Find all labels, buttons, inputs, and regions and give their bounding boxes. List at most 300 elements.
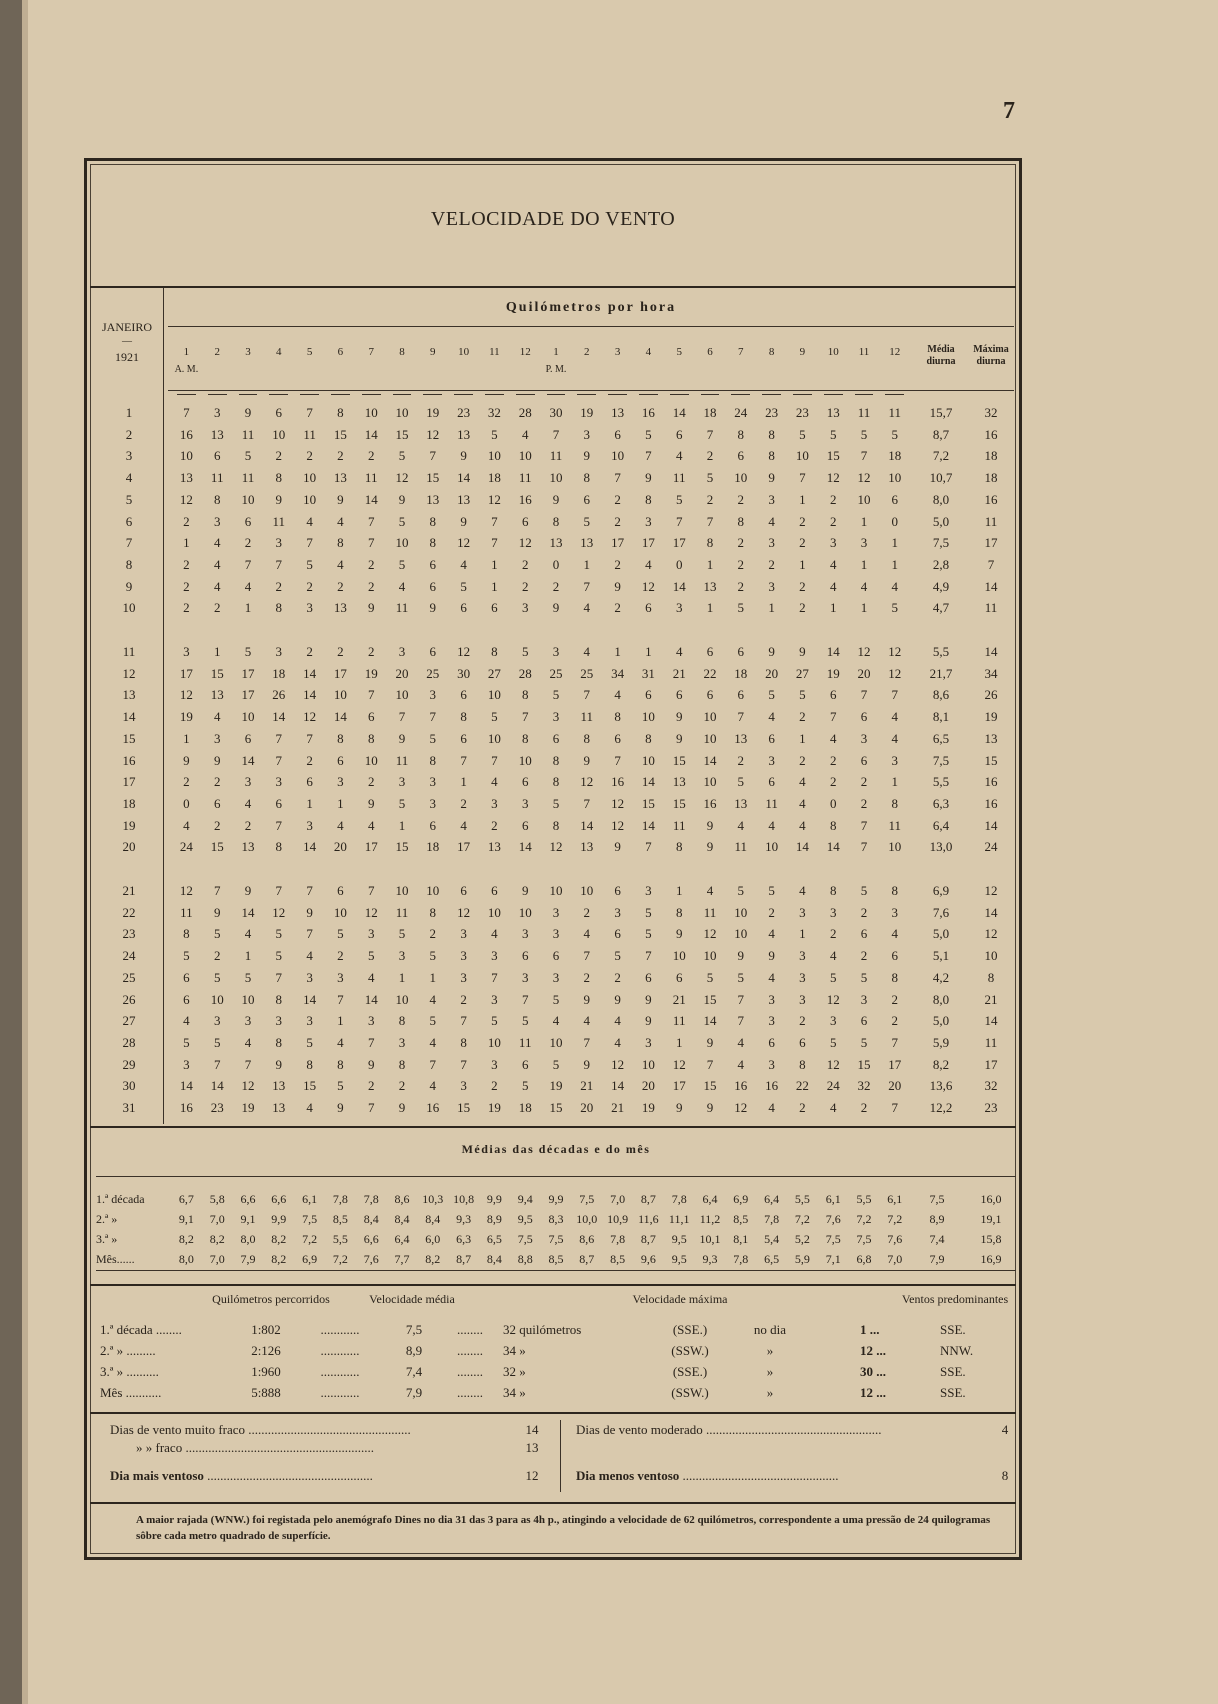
hour-value: 7 — [521, 991, 529, 1007]
hour-value: 1 — [860, 513, 868, 529]
decade-hour-value: 9,3 — [456, 1212, 472, 1226]
decade-hour-value: 7,2 — [887, 1212, 903, 1226]
hour-header-15: 3 — [614, 346, 621, 358]
hour-value: 19 — [826, 665, 840, 681]
hour-value: 9 — [583, 1056, 591, 1072]
hour-value: 4 — [183, 817, 190, 833]
hour-value: 9 — [367, 795, 375, 811]
hour-value: 15 — [395, 426, 409, 442]
daily-max: 16 — [984, 774, 998, 790]
hour-header-tick — [670, 394, 689, 395]
hour-value: 14 — [179, 1078, 193, 1094]
hour-value: 17 — [611, 535, 625, 551]
decade-hour-value: 8,7 — [456, 1252, 472, 1266]
hour-value: 3 — [521, 969, 529, 985]
hour-value: 7 — [367, 883, 375, 898]
day-label: 11 — [122, 644, 136, 659]
daily-mean: 8,6 — [932, 687, 950, 703]
hour-value: 9 — [429, 600, 437, 616]
hour-value: 4 — [614, 1034, 621, 1050]
day-label: 3 — [125, 448, 133, 464]
summary-header-km: Quilómetros percorridos — [212, 1292, 330, 1306]
hour-value: 3 — [244, 774, 252, 790]
hour-value: 2 — [583, 904, 591, 920]
summary-avg: 7,9 — [405, 1385, 423, 1400]
hour-value: 2 — [860, 795, 868, 811]
hour-value: 4 — [306, 513, 313, 529]
hour-value: 3 — [275, 644, 283, 659]
decade-label: Mês...... — [96, 1252, 135, 1266]
decade-hour-value: 7,8 — [332, 1192, 348, 1206]
hour-value: 14 — [672, 578, 686, 594]
daily-mean: 5,5 — [932, 774, 950, 790]
hour-value: 3 — [860, 535, 868, 551]
hour-value: 1 — [799, 730, 806, 746]
hour-value: 2 — [521, 578, 529, 594]
decade-hour-value: 8,2 — [271, 1232, 287, 1246]
hour-value: 5 — [737, 883, 745, 898]
hour-value: 7 — [737, 991, 745, 1007]
day-label: 29 — [122, 1056, 136, 1072]
hour-value: 3 — [521, 600, 529, 616]
hour-value: 19 — [580, 405, 594, 420]
hour-value: 16 — [179, 426, 193, 442]
decade-hour-value: 5,4 — [764, 1232, 780, 1246]
decade-hour-value: 11,1 — [668, 1212, 690, 1226]
hour-value: 7 — [429, 448, 437, 464]
summary-dots: ............ — [320, 1343, 360, 1358]
decade-mean: 8,9 — [929, 1212, 945, 1226]
averages-header-line — [96, 1176, 1016, 1177]
summary-row-label: 2.ª » ......... — [100, 1343, 156, 1358]
hour-value: 5 — [860, 969, 868, 985]
hour-value: 6 — [860, 926, 868, 942]
hour-value: 15 — [672, 795, 686, 811]
hour-value: 7 — [367, 513, 375, 529]
hour-value: 13 — [734, 730, 748, 746]
hour-value: 9 — [675, 709, 683, 725]
decade-hour-value: 8,0 — [178, 1252, 194, 1266]
summary-direction: (SSW.) — [671, 1385, 709, 1400]
hour-value: 10 — [734, 470, 748, 486]
hour-value: 4 — [768, 709, 775, 725]
hour-header-23: 11 — [858, 346, 870, 358]
hour-value: 6 — [737, 448, 745, 464]
hour-value: 9 — [398, 730, 406, 746]
hour-value: 7 — [275, 883, 283, 898]
hour-value: 6 — [491, 600, 498, 616]
day-label: 20 — [122, 839, 136, 855]
hour-header-tick — [485, 394, 504, 395]
hour-value: 10 — [333, 687, 347, 703]
decade-hour-value: 8,2 — [271, 1252, 287, 1266]
hour-value: 7 — [891, 1034, 899, 1050]
stat-moderado-value: 4 — [1001, 1422, 1009, 1437]
hour-value: 5 — [275, 926, 283, 942]
hour-value: 9 — [583, 752, 591, 768]
hour-value: 8 — [275, 470, 283, 486]
book-spine-edge — [22, 0, 28, 1704]
hour-value: 9 — [675, 926, 683, 942]
hour-value: 1 — [429, 969, 437, 985]
page-title: VELOCIDADE DO VENTO — [430, 208, 676, 230]
hour-value: 13 — [549, 535, 563, 551]
hour-value: 2 — [183, 774, 190, 790]
hour-value: 15 — [303, 1078, 317, 1094]
maxima-header: Máxima diurna — [973, 344, 1009, 367]
hour-value: 14 — [703, 1013, 717, 1029]
decade-hour-value: 8,7 — [640, 1232, 656, 1246]
hour-value: 10 — [518, 904, 532, 920]
day-label: 4 — [125, 470, 133, 486]
decade-hour-value: 8,7 — [579, 1252, 595, 1266]
hour-value: 7 — [860, 448, 868, 464]
hour-value: 9 — [645, 1013, 652, 1029]
hour-value: 19 — [364, 665, 378, 681]
decade-hour-value: 10,8 — [453, 1192, 475, 1206]
hour-value: 4 — [521, 426, 529, 442]
hour-value: 2 — [306, 578, 313, 594]
hour-value: 6 — [429, 578, 437, 594]
hour-value: 8 — [460, 1034, 467, 1050]
stat-fraco-label: » » fraco .......................................................... — [136, 1440, 374, 1455]
hour-value: 9 — [675, 1100, 683, 1115]
hour-value: 9 — [768, 948, 775, 964]
hour-header-21: 9 — [799, 346, 806, 358]
hour-value: 13 — [611, 405, 625, 420]
hour-value: 6 — [429, 556, 437, 572]
hour-value: 19 — [487, 1100, 501, 1115]
hour-value: 1 — [213, 644, 221, 659]
hour-value: 10 — [734, 904, 748, 920]
hour-value: 5 — [306, 556, 313, 572]
hour-value: 6 — [460, 600, 467, 616]
hour-value: 14 — [272, 709, 286, 725]
hour-value: 12 — [611, 795, 625, 811]
hour-value: 9 — [244, 883, 252, 898]
hour-value: 9 — [675, 730, 683, 746]
hour-value: 7 — [583, 578, 591, 594]
hour-value: 2 — [367, 1078, 375, 1094]
hour-value: 11 — [518, 1034, 532, 1050]
hour-value: 1 — [183, 730, 190, 746]
hour-value: 9 — [275, 491, 283, 507]
hour-value: 1 — [860, 556, 868, 572]
hour-value: 4 — [244, 926, 252, 942]
summary-day: 1 ... — [860, 1322, 880, 1337]
daily-mean: 6,4 — [932, 817, 950, 833]
hour-value: 1 — [675, 883, 683, 898]
hour-value: 3 — [829, 1013, 837, 1029]
hour-value: 10 — [333, 904, 347, 920]
hour-value: 12 — [826, 470, 840, 486]
hour-value: 2 — [213, 774, 221, 790]
hour-header-12: 12 — [519, 346, 531, 358]
hour-value: 3 — [860, 730, 868, 746]
hour-value: 9 — [367, 600, 375, 616]
hour-value: 7 — [891, 687, 899, 703]
daily-max: 19 — [984, 709, 998, 725]
hour-value: 2 — [799, 1100, 806, 1115]
hour-value: 21 — [611, 1100, 625, 1115]
hour-value: 11 — [672, 1013, 686, 1029]
daily-max: 15 — [984, 752, 998, 768]
hour-value: 9 — [460, 513, 467, 529]
hour-value: 7 — [645, 839, 652, 855]
hour-value: 7 — [583, 1034, 591, 1050]
summary-dots: ........ — [457, 1385, 483, 1400]
hour-value: 9 — [614, 578, 621, 594]
hour-value: 0 — [829, 795, 837, 811]
hour-value: 1 — [645, 644, 652, 659]
hour-value: 8 — [337, 730, 344, 746]
hour-header-5: 5 — [306, 346, 313, 358]
hour-value: 10 — [549, 883, 563, 898]
hour-value: 17 — [241, 665, 255, 681]
hour-value: 8 — [829, 817, 837, 833]
hour-value: 4 — [768, 513, 775, 529]
hour-value: 6 — [429, 644, 437, 659]
hour-value: 8 — [583, 730, 591, 746]
hour-value: 3 — [552, 926, 560, 942]
hour-value: 5 — [213, 1034, 221, 1050]
stat-muito-fraco-text: Dias de vento muito fraco — [110, 1422, 246, 1437]
hour-value: 0 — [675, 556, 683, 572]
hour-header-tick — [547, 394, 566, 395]
hour-value: 4 — [460, 556, 467, 572]
decade-hour-value: 7,6 — [887, 1232, 903, 1246]
hour-value: 2 — [860, 1100, 868, 1115]
hour-value: 10 — [857, 491, 871, 507]
summary-dots: ............ — [320, 1364, 360, 1379]
stat-menos-ventoso-text: Dia menos ventoso — [576, 1468, 680, 1483]
hour-value: 10 — [580, 883, 594, 898]
hour-value: 20 — [765, 665, 779, 681]
daily-mean: 6,5 — [932, 730, 950, 746]
decade-hour-value: 8,2 — [178, 1232, 194, 1246]
hour-value: 8 — [337, 535, 344, 551]
hour-value: 9 — [706, 1100, 714, 1115]
hour-value: 2 — [213, 817, 221, 833]
daily-mean: 7,6 — [932, 904, 950, 920]
summary-dots: ........ — [457, 1364, 483, 1379]
hour-value: 14 — [457, 470, 471, 486]
hour-value: 6 — [675, 969, 683, 985]
hour-value: 4 — [891, 730, 899, 746]
hour-value: 17 — [672, 1078, 686, 1094]
hour-value: 3 — [891, 904, 899, 920]
hour-value: 6 — [183, 991, 190, 1007]
hour-value: 8 — [429, 752, 437, 768]
hour-value: 4 — [768, 1100, 775, 1115]
hour-value: 12 — [857, 470, 871, 486]
hour-value: 7 — [799, 470, 806, 486]
hour-value: 10 — [487, 448, 501, 464]
decade-hour-value: 7,6 — [363, 1252, 379, 1266]
hour-value: 4 — [737, 817, 745, 833]
hour-value: 6 — [306, 774, 313, 790]
hour-value: 2 — [799, 535, 806, 551]
hour-value: 10 — [641, 752, 655, 768]
hour-value: 3 — [891, 752, 899, 768]
hour-value: 7 — [614, 470, 621, 486]
daily-max: 16 — [984, 426, 998, 442]
hour-value: 13 — [487, 839, 501, 855]
hour-value: 19 — [549, 1078, 563, 1094]
decade-hour-value: 6,7 — [178, 1192, 194, 1206]
decade-hour-value: 8,1 — [733, 1232, 749, 1246]
decade-hour-value: 8,4 — [363, 1212, 379, 1226]
day-label: 5 — [125, 491, 133, 507]
summary-direction: (SSE.) — [672, 1364, 708, 1379]
hour-value: 9 — [583, 448, 591, 464]
hour-value: 7 — [275, 817, 283, 833]
hour-value: 15 — [457, 1100, 471, 1115]
hour-value: 5 — [706, 969, 714, 985]
hour-value: 7 — [306, 730, 313, 746]
decade-hour-value: 9,9 — [548, 1192, 564, 1206]
day-label: 12 — [122, 665, 136, 681]
hour-value: 15 — [395, 839, 409, 855]
hour-value: 6 — [244, 513, 252, 529]
hour-value: 8 — [429, 904, 437, 920]
hour-value: 20 — [580, 1100, 594, 1115]
daily-mean: 6,9 — [932, 883, 950, 898]
hour-value: 12 — [272, 904, 286, 920]
hour-value: 5 — [244, 448, 252, 464]
hour-value: 7 — [213, 1056, 221, 1072]
decade-hour-value: 6,5 — [486, 1232, 502, 1246]
hour-value: 5 — [737, 969, 745, 985]
hour-value: 8 — [337, 405, 344, 420]
hour-value: 6 — [521, 774, 529, 790]
hour-value: 2 — [706, 491, 714, 507]
hour-value: 15 — [703, 991, 717, 1007]
hour-header-tick — [208, 394, 227, 395]
hour-value: 2 — [799, 600, 806, 616]
hour-value: 5 — [491, 1013, 498, 1029]
hour-value: 11 — [241, 426, 255, 442]
hours-header-line — [168, 390, 1014, 391]
hour-value: 4 — [768, 817, 775, 833]
hour-value: 6 — [460, 687, 467, 703]
hour-value: 7 — [306, 405, 313, 420]
hour-value: 6 — [460, 730, 467, 746]
hour-value: 8 — [737, 513, 745, 529]
daily-mean: 5,9 — [932, 1034, 950, 1050]
hour-value: 4 — [244, 795, 252, 811]
hour-value: 9 — [460, 448, 467, 464]
hour-value: 5 — [306, 1034, 313, 1050]
hour-value: 6 — [521, 817, 529, 833]
hour-value: 13 — [179, 470, 193, 486]
hour-value: 4 — [213, 709, 221, 725]
hour-value: 5 — [398, 448, 406, 464]
decade-hour-value: 6,6 — [363, 1232, 379, 1246]
hour-value: 10 — [641, 1056, 655, 1072]
hour-value: 16 — [765, 1078, 779, 1094]
hour-value: 6 — [706, 687, 714, 703]
hour-value: 6 — [521, 948, 529, 964]
hour-value: 3 — [337, 774, 344, 790]
hour-value: 3 — [213, 1013, 221, 1029]
hour-value: 7 — [829, 709, 837, 725]
decade-label: 1.ª década — [96, 1192, 145, 1206]
hour-value: 3 — [799, 904, 806, 920]
hour-value: 28 — [518, 405, 532, 420]
hour-value: 2 — [860, 948, 868, 964]
hour-value: 12 — [518, 535, 532, 551]
hour-value: 15 — [826, 448, 840, 464]
summary-wind: SSE. — [940, 1322, 966, 1337]
hour-value: 6 — [337, 752, 344, 768]
hour-value: 7 — [860, 687, 868, 703]
hour-value: 14 — [703, 752, 717, 768]
hour-value: 10 — [518, 752, 532, 768]
hour-value: 9 — [183, 752, 190, 768]
hour-value: 15 — [672, 752, 686, 768]
hour-value: 15 — [426, 470, 440, 486]
hour-value: 4 — [829, 730, 837, 746]
hour-value: 7 — [367, 1100, 375, 1115]
hour-header-1: 1 — [183, 346, 190, 358]
hour-value: 7 — [645, 948, 652, 964]
hour-value: 10 — [395, 883, 409, 898]
hour-value: 1 — [398, 817, 406, 833]
hour-value: 7 — [737, 709, 745, 725]
hour-value: 9 — [367, 1056, 375, 1072]
stat-menos-ventoso-label: Dia menos ventoso ................................................ — [576, 1468, 839, 1483]
day-label: 15 — [122, 730, 136, 746]
hour-value: 4 — [891, 709, 899, 725]
hour-value: 6 — [337, 883, 344, 898]
summary-day: 30 ... — [860, 1364, 886, 1379]
daily-max: 12 — [984, 883, 998, 898]
hour-value: 20 — [857, 665, 871, 681]
hour-value: 9 — [737, 948, 745, 964]
footnote: A maior rajada (WNW.) foi registada pelo anemógrafo Dines no dia 31 das 3 para as 4h p., atingindo a velocidade de 62 quilómetros, correspondente a uma pressão de 24 quilogramas sôbre cada metro quadrado de superfície. — [136, 1514, 991, 1542]
hour-value: 3 — [799, 991, 806, 1007]
hour-value: 11 — [395, 904, 409, 920]
hour-value: 8 — [645, 730, 652, 746]
hour-value: 7 — [737, 1013, 745, 1029]
hour-value: 3 — [645, 883, 652, 898]
hour-value: 6 — [614, 426, 621, 442]
decade-hour-value: 8,8 — [517, 1252, 533, 1266]
summary-max: 34 » — [503, 1385, 526, 1400]
decade-max: 16,9 — [980, 1252, 1002, 1266]
hour-value: 5 — [460, 578, 467, 594]
hour-value: 8 — [275, 1034, 283, 1050]
hour-value: 9 — [645, 470, 652, 486]
hour-value: 27 — [487, 665, 501, 681]
decade-hour-value: 8,6 — [579, 1232, 595, 1246]
summary-day: 12 ... — [860, 1343, 886, 1358]
hour-value: 7 — [460, 752, 467, 768]
hour-value: 12 — [857, 644, 871, 659]
hour-value: 4 — [645, 556, 652, 572]
hour-header-tick — [331, 394, 350, 395]
decade-hour-value: 8,4 — [425, 1212, 441, 1226]
hour-value: 10 — [303, 491, 317, 507]
hour-value: 10 — [364, 405, 378, 420]
day-label: 10 — [122, 600, 136, 616]
hour-value: 2 — [337, 578, 344, 594]
hour-value: 6 — [645, 600, 652, 616]
hour-value: 31 — [641, 665, 655, 681]
summary-dots: ............ — [320, 1385, 360, 1400]
hour-value: 10 — [703, 774, 717, 790]
